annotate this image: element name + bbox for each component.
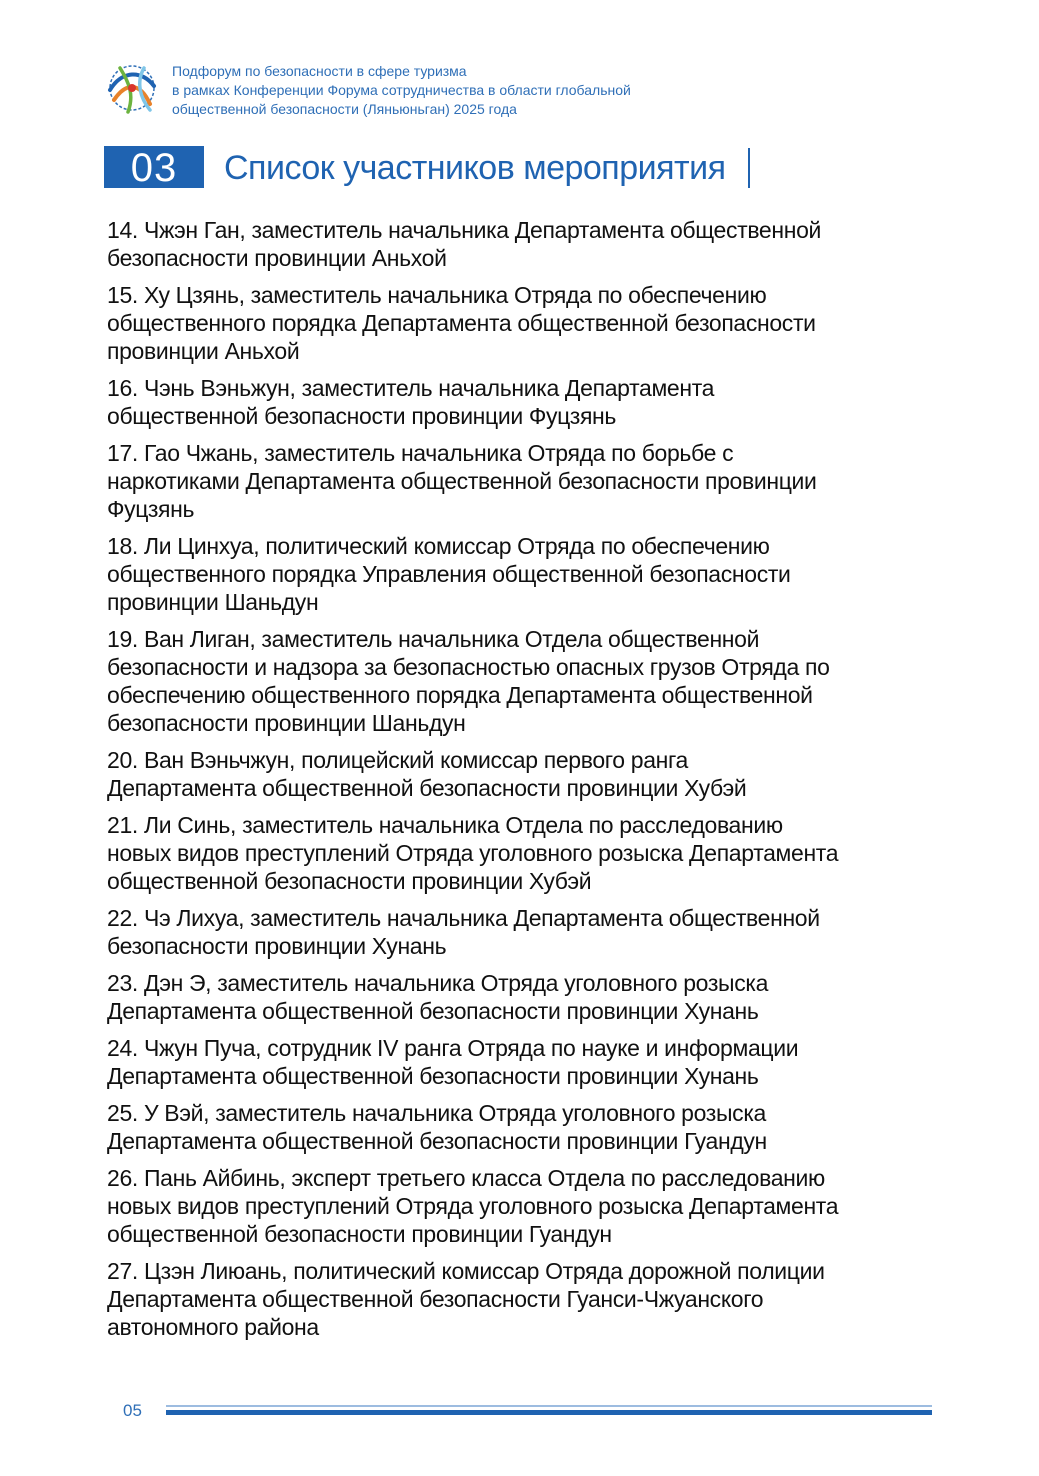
participant-entry-line: 24. Чжун Пуча, сотрудник IV ранга Отряда по науке и информации xyxy=(107,1035,799,1061)
participant-entry-line: автономного района xyxy=(107,1314,319,1340)
participant-entry xyxy=(107,746,937,802)
participant-entry-line: 17. Гао Чжань, заместитель начальника Отряда по борьбе с xyxy=(107,440,734,466)
participant-entry-line: провинции Шаньдун xyxy=(107,589,319,615)
section-divider xyxy=(748,148,750,188)
participant-entry xyxy=(107,216,937,272)
participant-entry-line: 18. Ли Цинхуа, политический комиссар Отряда по обеспечению xyxy=(107,533,770,559)
participant-entry-line: 21. Ли Синь, заместитель начальника Отдела по расследованию xyxy=(107,812,783,838)
participant-entry xyxy=(107,374,937,430)
participant-entry xyxy=(107,625,937,737)
participant-entry-line: обеспечению общественного порядка Департамента общественной xyxy=(107,682,813,708)
participant-entry-line: 19. Ван Лиган, заместитель начальника Отдела общественной xyxy=(107,626,760,652)
section-title xyxy=(104,146,934,190)
section-heading: Список участников мероприятия xyxy=(224,149,726,187)
participant-entry-line: провинции Аньхой xyxy=(107,338,300,364)
participant-entry-line: общественного порядка Управления общественной безопасности xyxy=(107,561,791,587)
participant-entry-line: новых видов преступлений Отряда уголовного розыска Департамента xyxy=(107,840,839,866)
participant-entry xyxy=(107,969,937,1025)
footer-rule xyxy=(166,1410,932,1415)
forum-title xyxy=(172,62,932,119)
participant-entry-line: общественной безопасности провинции Фуцзянь xyxy=(107,403,617,429)
participant-entry-line: 15. Ху Цзянь, заместитель начальника Отряда по обеспечению xyxy=(107,282,767,308)
participant-entry-line: безопасности провинции Хунань xyxy=(107,933,447,959)
participant-entry-line: общественной безопасности провинции Хубэй xyxy=(107,868,592,894)
participant-entry-line: 27. Цзэн Лиюань, политический комиссар Отряда дорожной полиции xyxy=(107,1258,825,1284)
page-header xyxy=(104,58,944,122)
forum-title-line: общественной безопасности (Ляньюньган) 2025 года xyxy=(172,101,517,117)
participant-entry xyxy=(107,532,937,616)
participant-entry-line: общественной безопасности провинции Гуандун xyxy=(107,1221,612,1247)
footer-rule xyxy=(166,1405,932,1407)
participant-entry-line: безопасности провинции Шаньдун xyxy=(107,710,466,736)
forum-title-line: в рамках Конференции Форума сотрудничества в области глобальной xyxy=(172,82,631,98)
participant-entry-line: Департамента общественной безопасности провинции Хубэй xyxy=(107,775,747,801)
participant-entry xyxy=(107,811,937,895)
participant-entry-line: Департамента общественной безопасности провинции Гуандун xyxy=(107,1128,767,1154)
participant-entry-line: безопасности провинции Аньхой xyxy=(107,245,447,271)
participant-entry xyxy=(107,439,937,523)
participant-entry-line: 25. У Вэй, заместитель начальника Отряда уголовного розыска xyxy=(107,1100,766,1126)
participant-entry xyxy=(107,1099,937,1155)
participant-entry-line: Департамента общественной безопасности провинции Хунань xyxy=(107,998,759,1024)
participant-entry xyxy=(107,1257,937,1341)
section-number: 03 xyxy=(104,146,204,188)
participant-entry-line: 26. Пань Айбинь, эксперт третьего класса Отдела по расследованию xyxy=(107,1165,825,1191)
participant-entry-line: наркотиками Департамента общественной безопасности провинции xyxy=(107,468,817,494)
participant-entry-line: 23. Дэн Э, заместитель начальника Отряда уголовного розыска xyxy=(107,970,769,996)
participant-entry xyxy=(107,904,937,960)
participant-entry-line: общественного порядка Департамента общественной безопасности xyxy=(107,310,816,336)
participant-entry-line: 20. Ван Вэньчжун, полицейский комиссар первого ранга xyxy=(107,747,688,773)
participants-list xyxy=(107,216,937,1350)
participant-entry-line: безопасности и надзора за безопасностью опасных грузов Отряда по xyxy=(107,654,830,680)
participant-entry-line: Департамента общественной безопасности Гуанси-Чжуанского xyxy=(107,1286,764,1312)
forum-logo-icon xyxy=(104,60,160,116)
participant-entry-line: 16. Чэнь Вэньжун, заместитель начальника Департамента xyxy=(107,375,715,401)
forum-title-line: Подфорум по безопасности в сфере туризма xyxy=(172,63,467,79)
participant-entry-line: 22. Чэ Лихуа, заместитель начальника Департамента общественной xyxy=(107,905,820,931)
participant-entry xyxy=(107,1164,937,1248)
participant-entry-line: Фуцзянь xyxy=(107,496,195,522)
participant-entry-line: новых видов преступлений Отряда уголовного розыска Департамента xyxy=(107,1193,839,1219)
participant-entry xyxy=(107,1034,937,1090)
participant-entry-line: Департамента общественной безопасности провинции Хунань xyxy=(107,1063,759,1089)
participant-entry-line: 14. Чжэн Ган, заместитель начальника Департамента общественной xyxy=(107,217,822,243)
participant-entry xyxy=(107,281,937,365)
page-number: 05 xyxy=(123,1401,142,1420)
